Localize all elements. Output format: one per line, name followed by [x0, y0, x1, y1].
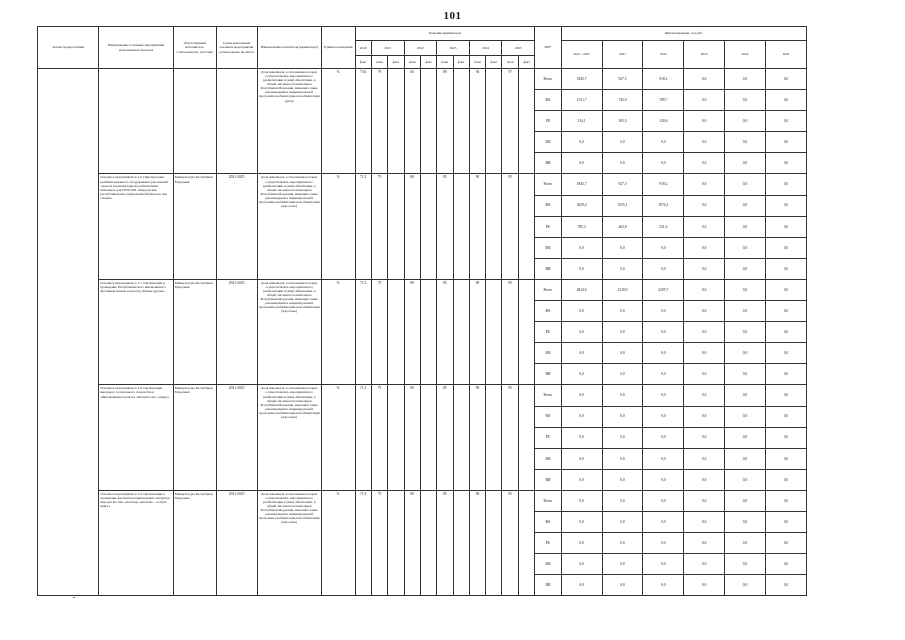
- financing-value: 128,6: [643, 111, 684, 132]
- event-name: Основное мероприятие 4.1.7. Организация и проведение Республиканского инклюзивного фестиваля языков и культур «Новые друзья»: [99, 279, 174, 384]
- indicator-value: 71,5: [355, 279, 371, 384]
- financing-value: 0,0: [765, 533, 806, 554]
- financing-value: 0,0: [765, 216, 806, 237]
- financing-value: 0,0: [684, 237, 725, 258]
- table-row: [38, 490, 807, 511]
- indicator-value: 94: [469, 69, 485, 174]
- financing-value: 0,0: [602, 364, 643, 385]
- financing-value: 0,0: [602, 469, 643, 490]
- table-header: [38, 27, 807, 69]
- financing-value: 0,0: [684, 216, 725, 237]
- indicator-value: [518, 69, 534, 174]
- indicator-value: 75: [371, 174, 387, 279]
- financing-value: 0,0: [725, 90, 766, 111]
- indicator-value: [486, 385, 502, 490]
- financing-value: 0,0: [725, 343, 766, 364]
- header-sub-label: факт: [486, 56, 502, 69]
- indicator-value: [420, 490, 436, 595]
- financing-value: 0,0: [643, 322, 684, 343]
- financing-value: 0,0: [765, 448, 806, 469]
- financing-value: 0,0: [725, 132, 766, 153]
- financing-value: 4814,6: [561, 279, 602, 300]
- financing-value: 0,0: [725, 237, 766, 258]
- financing-value: 321,6: [643, 216, 684, 237]
- indicator-name: Доля инвалидов, в отношении которых осуществлялись мероприятия по реабилитации и (или) абилитации, в общей численности инвалидов Республики Мордовия, имеющих такие рекомендации в индивидуальной программе реабилитации или абилитации (дети): [257, 69, 321, 174]
- responsible-executor: [173, 69, 216, 174]
- responsible-executor: Минкультуры Республики Мордовия: [173, 279, 216, 384]
- indicator-value: 84: [404, 69, 420, 174]
- subprogram-cell: [38, 69, 99, 596]
- financing-value: 0,0: [725, 427, 766, 448]
- financing-value: 0,0: [725, 448, 766, 469]
- financing-value: 0,0: [561, 469, 602, 490]
- indicator-value: [518, 279, 534, 384]
- financing-value: 0,0: [684, 533, 725, 554]
- header-sub-label: факт: [518, 56, 534, 69]
- financing-value: 0,0: [725, 69, 766, 90]
- financing-source: МБ: [535, 132, 562, 153]
- header-year-2021: 2021: [371, 41, 404, 56]
- indicator-value: [486, 279, 502, 384]
- table-row: [38, 174, 807, 195]
- indicator-value: [518, 385, 534, 490]
- financing-value: 0,0: [684, 279, 725, 300]
- header-source: ИФ*: [535, 27, 562, 69]
- financing-value: 0,0: [561, 554, 602, 575]
- financing-value: 0,0: [765, 195, 806, 216]
- financing-value: 0,0: [765, 406, 806, 427]
- financing-value: 0,0: [561, 533, 602, 554]
- financing-value: 0,0: [765, 469, 806, 490]
- financing-value: 927,5: [602, 174, 643, 195]
- financing-value: 0,0: [725, 216, 766, 237]
- financing-value: 0,0: [602, 406, 643, 427]
- financing-value: 2318,9: [602, 279, 643, 300]
- indicator-value: [453, 174, 469, 279]
- financing-value: 0,0: [561, 364, 602, 385]
- header-sub-label: план: [437, 56, 453, 69]
- event-deadline: 2021-2025: [216, 174, 257, 279]
- financing-source: ВИ: [535, 258, 562, 279]
- header-sub-label: факт: [355, 56, 371, 69]
- financing-value: 918,2: [643, 174, 684, 195]
- financing-source: РБ: [535, 427, 562, 448]
- financing-value: 0,0: [643, 554, 684, 575]
- financing-value: 185,5: [602, 111, 643, 132]
- financing-source: ВИ: [535, 153, 562, 174]
- indicator-unit: %: [321, 279, 355, 384]
- indicator-value: 97: [502, 69, 518, 174]
- event-name: Основное мероприятие 4.1.8. Организация выездного театрального творчества в «Инклюзивных пунктах «Inclusive Art» в мире»: [99, 385, 174, 490]
- header-responsible: Ответственный исполнитель, соисполнитель, участник: [173, 27, 216, 69]
- financing-value: 0,0: [684, 427, 725, 448]
- financing-value: 0,0: [561, 153, 602, 174]
- financing-source: МБ: [535, 237, 562, 258]
- header-sub-label: факт: [388, 56, 404, 69]
- indicator-name: Доля инвалидов, в отношении которых осуществлялись мероприятия по реабилитации и (или) абилитации, в общей численности инвалидов Республики Мордовия, имеющих такие рекомендации в индивидуальной программе реабилитации или абилитации (взрослые): [257, 385, 321, 490]
- financing-value: 0,0: [725, 279, 766, 300]
- header-sub-label: план: [404, 56, 420, 69]
- financing-value: 0,0: [765, 490, 806, 511]
- financing-value: 0,0: [725, 575, 766, 596]
- financing-value: 0,0: [684, 301, 725, 322]
- financing-value: 0,0: [643, 132, 684, 153]
- financing-value: 0,0: [684, 554, 725, 575]
- financing-value: 0,0: [765, 554, 806, 575]
- indicator-value: 80: [404, 385, 420, 490]
- financing-source: РБ: [535, 216, 562, 237]
- responsible-executor: Минкультуры Республики Мордовия: [173, 174, 216, 279]
- table-row: [38, 279, 807, 300]
- financing-value: 314,1: [561, 111, 602, 132]
- financing-value: 0,0: [765, 279, 806, 300]
- indicator-value: [388, 279, 404, 384]
- financing-value: 1055,1: [602, 195, 643, 216]
- financing-value: 0,0: [725, 153, 766, 174]
- financing-value: 0,0: [725, 364, 766, 385]
- financing-value: 0,0: [602, 490, 643, 511]
- indicator-name: Доля инвалидов, в отношении которых осуществлялись мероприятия по реабилитации и (или) абилитации, в общей численности инвалидов Республики Мордовия, имеющих такие рекомендации в индивидуальной программе реабилитации или абилитации (взрослые): [257, 174, 321, 279]
- financing-value: 0,0: [765, 258, 806, 279]
- financing-source: РБ: [535, 322, 562, 343]
- page-number: 101: [443, 10, 462, 22]
- scan-mark: [73, 597, 75, 598]
- financing-value: 0,0: [561, 258, 602, 279]
- financing-value: 0,0: [643, 469, 684, 490]
- financing-value: 0,0: [725, 111, 766, 132]
- financing-source: Всего: [535, 279, 562, 300]
- financing-value: 0,0: [602, 301, 643, 322]
- financing-value: 0,0: [725, 490, 766, 511]
- financing-value: 0,0: [561, 511, 602, 532]
- financing-source: ФБ: [535, 90, 562, 111]
- financing-value: 0,0: [561, 575, 602, 596]
- financing-value: 0,0: [602, 132, 643, 153]
- indicator-value: 80: [404, 490, 420, 595]
- event-name: Основное мероприятие 4.1.9. Организация и проведение фестиваля национальных литератур народов России «Особому читателю - особую книгу»: [99, 490, 174, 595]
- indicator-value: 75: [371, 490, 387, 595]
- financing-value: 0,0: [643, 406, 684, 427]
- header-fin-total: 2021 - 2025: [561, 41, 602, 69]
- financing-value: 0,0: [684, 90, 725, 111]
- financing-value: 0,0: [561, 343, 602, 364]
- indicator-value: 95: [502, 490, 518, 595]
- indicator-value: 71,9: [355, 490, 371, 595]
- header-year-2022: 2022: [404, 41, 437, 56]
- financing-value: 1845,7: [561, 69, 602, 90]
- financing-value: 918,2: [643, 69, 684, 90]
- financing-value: 3029,4: [561, 195, 602, 216]
- financing-source: ФБ: [535, 511, 562, 532]
- indicator-value: [388, 490, 404, 595]
- financing-value: 0,0: [643, 533, 684, 554]
- indicator-value: 79: [371, 69, 387, 174]
- indicator-value: 80: [404, 174, 420, 279]
- header-year-2020: 2020: [355, 41, 371, 56]
- financing-value: 0,0: [725, 469, 766, 490]
- event-name: [99, 69, 174, 174]
- header-events: Наименование основных мероприятий, региональных проектов: [99, 27, 174, 69]
- table-row: [38, 69, 807, 90]
- financing-value: 0,0: [684, 406, 725, 427]
- financing-value: 0,0: [684, 575, 725, 596]
- indicator-value: [420, 385, 436, 490]
- indicator-value: 95: [502, 385, 518, 490]
- financing-value: 0,0: [643, 343, 684, 364]
- indicator-value: 71,5: [355, 174, 371, 279]
- financing-value: 927,5: [602, 69, 643, 90]
- financing-value: 0,0: [602, 533, 643, 554]
- financing-value: 0,0: [725, 511, 766, 532]
- event-deadline: 2021-2025: [216, 385, 257, 490]
- financing-value: 0,0: [765, 153, 806, 174]
- financing-value: 0,0: [602, 237, 643, 258]
- financing-value: 0,0: [643, 301, 684, 322]
- financing-value: 0,0: [602, 153, 643, 174]
- header-year-2024: 2024: [469, 41, 502, 56]
- header-sub-label: факт: [453, 56, 469, 69]
- indicator-unit: %: [321, 69, 355, 174]
- indicator-value: [420, 69, 436, 174]
- indicator-value: [518, 174, 534, 279]
- header-sub-label: план: [469, 56, 485, 69]
- indicator-value: [486, 69, 502, 174]
- financing-value: 0,0: [725, 406, 766, 427]
- header-fin-2023: 2023: [684, 41, 725, 69]
- financing-value: 0,0: [561, 490, 602, 511]
- indicator-value: 75: [371, 385, 387, 490]
- financing-value: 0,0: [561, 406, 602, 427]
- financing-value: 0,0: [765, 575, 806, 596]
- financing-source: Всего: [535, 490, 562, 511]
- financing-value: 0,0: [684, 195, 725, 216]
- financing-value: 0,0: [725, 533, 766, 554]
- financing-value: 2295,7: [643, 279, 684, 300]
- financing-value: 0,0: [765, 385, 806, 406]
- event-deadline: 2021-2025: [216, 490, 257, 595]
- financing-value: 0,0: [684, 69, 725, 90]
- financing-value: 0,0: [765, 174, 806, 195]
- financing-value: 0,0: [643, 490, 684, 511]
- indicator-value: 85: [437, 279, 453, 384]
- indicator-value: [486, 174, 502, 279]
- indicator-value: [453, 69, 469, 174]
- financing-source: МБ: [535, 343, 562, 364]
- indicator-value: 73,6: [355, 69, 371, 174]
- financing-value: 0,0: [602, 343, 643, 364]
- financing-value: 0,0: [602, 511, 643, 532]
- financing-value: 789,7: [643, 90, 684, 111]
- financing-value: 0,0: [725, 301, 766, 322]
- indicator-unit: %: [321, 174, 355, 279]
- program-table: [37, 26, 807, 596]
- financing-value: 1974,3: [643, 195, 684, 216]
- indicator-value: [453, 279, 469, 384]
- financing-value: 0,0: [643, 237, 684, 258]
- financing-value: 0,0: [684, 364, 725, 385]
- financing-value: 0,0: [684, 448, 725, 469]
- financing-source: МБ: [535, 554, 562, 575]
- financing-value: 0,0: [684, 174, 725, 195]
- financing-source: ВИ: [535, 575, 562, 596]
- indicator-value: [388, 174, 404, 279]
- financing-value: 742,0: [602, 90, 643, 111]
- financing-value: 0,0: [602, 448, 643, 469]
- indicator-value: 89: [437, 69, 453, 174]
- header-unit: Единица измерения: [321, 27, 355, 69]
- indicator-value: 85: [437, 385, 453, 490]
- header-fin-2021: 2021: [602, 41, 643, 69]
- financing-value: 0,0: [561, 301, 602, 322]
- indicator-value: 95: [502, 174, 518, 279]
- indicator-value: 80: [404, 279, 420, 384]
- indicator-value: [518, 490, 534, 595]
- header-deadline: Сроки выполнения основных мероприятий, региональных проектов: [216, 27, 257, 69]
- financing-value: 0,0: [684, 343, 725, 364]
- indicator-value: 75: [371, 279, 387, 384]
- financing-value: 0,0: [561, 132, 602, 153]
- financing-value: 0,0: [602, 322, 643, 343]
- indicator-value: 85: [437, 174, 453, 279]
- financing-value: 0,0: [765, 364, 806, 385]
- indicator-value: 85: [437, 490, 453, 595]
- financing-value: 0,0: [765, 237, 806, 258]
- financing-value: 0,0: [684, 469, 725, 490]
- indicator-value: [420, 174, 436, 279]
- event-name: Основное мероприятие 4.1.6. Приобретение реабилитационного оборудования для занятий спортом и компьютерной реабилитации инвалидов для ГБУК РМ «Мордовская республиканская специальная библиотека для слепых»: [99, 174, 174, 279]
- financing-value: 0,0: [643, 385, 684, 406]
- indicator-value: [453, 490, 469, 595]
- financing-source: ВИ: [535, 469, 562, 490]
- financing-value: 0,0: [765, 69, 806, 90]
- financing-value: 0,0: [725, 322, 766, 343]
- financing-value: 0,0: [602, 554, 643, 575]
- financing-value: 0,0: [765, 511, 806, 532]
- indicator-unit: %: [321, 490, 355, 595]
- financing-value: 0,0: [684, 111, 725, 132]
- financing-value: 0,0: [561, 427, 602, 448]
- financing-value: 0,0: [725, 195, 766, 216]
- header-year-2023: 2023: [437, 41, 470, 56]
- financing-value: 0,0: [684, 511, 725, 532]
- responsible-executor: Минкультуры Республики Мордовия: [173, 385, 216, 490]
- financing-value: 0,0: [725, 385, 766, 406]
- header-indicator-values: Значения индикаторов: [355, 27, 535, 41]
- financing-value: 0,0: [643, 448, 684, 469]
- financing-value: 0,0: [684, 132, 725, 153]
- financing-value: 0,0: [643, 427, 684, 448]
- financing-value: 0,0: [602, 575, 643, 596]
- financing-value: 1531,7: [561, 90, 602, 111]
- header-fin-2025: 2025: [765, 41, 806, 69]
- financing-value: 0,0: [684, 258, 725, 279]
- header-sub-label: план: [502, 56, 518, 69]
- financing-value: 0,0: [684, 490, 725, 511]
- indicator-value: [388, 69, 404, 174]
- financing-value: 0,0: [765, 427, 806, 448]
- header-sub-label: план: [371, 56, 387, 69]
- event-deadline: 2021-2025: [216, 279, 257, 384]
- header-fin-2024: 2024: [725, 41, 766, 69]
- financing-value: 0,0: [602, 385, 643, 406]
- financing-value: 0,0: [765, 322, 806, 343]
- responsible-executor: Минкультуры Республики Мордовия: [173, 490, 216, 595]
- financing-value: 0,0: [765, 132, 806, 153]
- header-year-2025: 2025: [502, 41, 535, 56]
- financing-value: 0,0: [725, 258, 766, 279]
- financing-source: ФБ: [535, 406, 562, 427]
- financing-source: МБ: [535, 448, 562, 469]
- financing-value: 463,8: [602, 216, 643, 237]
- financing-source: РБ: [535, 533, 562, 554]
- financing-source: Всего: [535, 385, 562, 406]
- financing-value: 0,0: [561, 385, 602, 406]
- financing-value: 0,0: [643, 364, 684, 385]
- indicator-value: 90: [469, 174, 485, 279]
- financing-value: 0,0: [602, 258, 643, 279]
- financing-value: 0,0: [643, 258, 684, 279]
- financing-value: 0,0: [684, 153, 725, 174]
- indicator-value: [486, 490, 502, 595]
- indicator-value: 90: [469, 490, 485, 595]
- header-financing: Финансирование, тыс.руб.: [561, 27, 806, 41]
- indicator-value: [453, 385, 469, 490]
- indicator-value: 90: [469, 385, 485, 490]
- indicator-unit: %: [321, 385, 355, 490]
- indicator-value: 95: [502, 279, 518, 384]
- financing-value: 0,0: [643, 153, 684, 174]
- financing-value: 0,0: [725, 554, 766, 575]
- financing-value: 0,0: [643, 511, 684, 532]
- table-body: [38, 69, 807, 596]
- indicator-name: Доля инвалидов, в отношении которых осуществлялись мероприятия по реабилитации и (или) абилитации, в общей численности инвалидов Республики Мордовия, имеющих такие рекомендации в индивидуальной программе реабилитации или абилитации (взрослые): [257, 279, 321, 384]
- financing-source: Всего: [535, 69, 562, 90]
- indicator-value: [420, 279, 436, 384]
- header-subprogram: Задачи подпрограммы: [38, 27, 99, 69]
- financing-value: 0,0: [602, 427, 643, 448]
- financing-value: 0,0: [684, 322, 725, 343]
- financing-value: 0,0: [561, 237, 602, 258]
- header-indicator: Наименование показателя (индикатора): [257, 27, 321, 69]
- financing-source: ФБ: [535, 301, 562, 322]
- indicator-value: [388, 385, 404, 490]
- financing-source: Всего: [535, 174, 562, 195]
- financing-value: 785,3: [561, 216, 602, 237]
- financing-value: 0,0: [643, 575, 684, 596]
- indicator-name: Доля инвалидов, в отношении которых осуществлялись мероприятия по реабилитации и (или) абилитации, в общей численности инвалидов Республики Мордовия, имеющих такие рекомендации в индивидуальной программе реабилитации или абилитации (взрослые): [257, 490, 321, 595]
- financing-value: 0,0: [561, 322, 602, 343]
- financing-source: ВИ: [535, 364, 562, 385]
- header-fin-2022: 2022: [643, 41, 684, 69]
- financing-source: ФБ: [535, 195, 562, 216]
- header-sub-label: факт: [420, 56, 436, 69]
- financing-value: 0,0: [725, 174, 766, 195]
- financing-value: 0,0: [561, 448, 602, 469]
- indicator-value: 71,5: [355, 385, 371, 490]
- financing-value: 0,0: [765, 343, 806, 364]
- financing-source: РБ: [535, 111, 562, 132]
- financing-value: 0,0: [684, 385, 725, 406]
- financing-value: 0,0: [765, 111, 806, 132]
- financing-value: 1845,7: [561, 174, 602, 195]
- financing-value: 0,0: [765, 301, 806, 322]
- financing-value: 0,0: [765, 90, 806, 111]
- event-deadline: [216, 69, 257, 174]
- table-row: [38, 385, 807, 406]
- indicator-value: 90: [469, 279, 485, 384]
